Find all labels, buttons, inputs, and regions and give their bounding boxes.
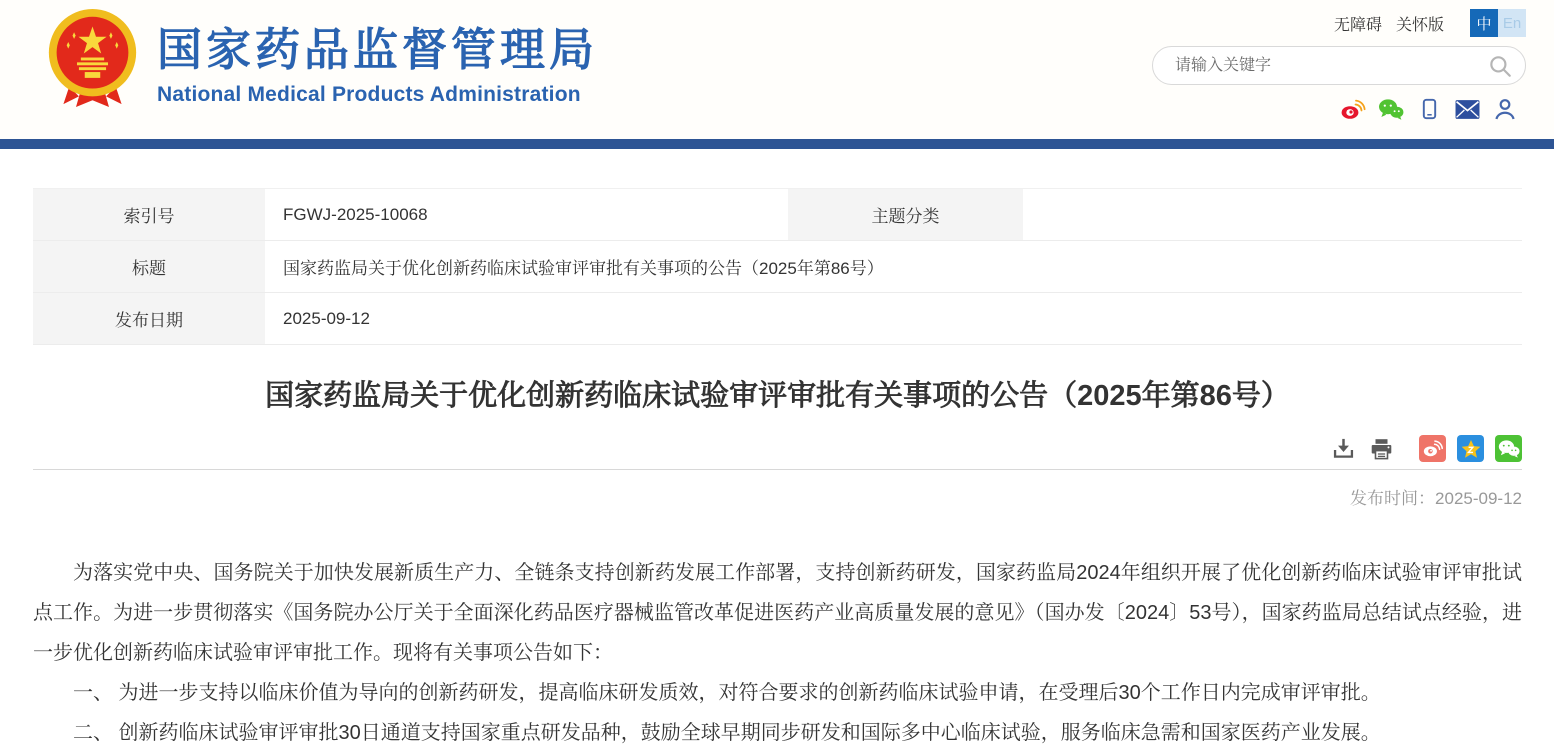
- share-qzone-icon[interactable]: [1457, 435, 1484, 462]
- site-search: [1152, 46, 1526, 85]
- article-paragraph: 二、 创新药临床试验审评审批30日通道支持国家重点研发品种，鼓励全球早期同步研发和国际多中心临床试验，服务临床急需和国家医药产业发展。: [73, 722, 1381, 745]
- main-content: [0, 188, 1554, 753]
- header-divider-bar: [0, 139, 1554, 149]
- site-header: [0, 0, 1554, 139]
- site-title-block: [157, 7, 598, 107]
- user-icon[interactable]: [1492, 96, 1518, 122]
- print-icon[interactable]: [1368, 435, 1395, 462]
- publish-time-value: 2025-09-12: [1435, 489, 1522, 509]
- mail-icon[interactable]: [1454, 96, 1480, 122]
- document-meta-table: [33, 188, 1522, 345]
- share-weibo-icon[interactable]: [1419, 435, 1446, 462]
- article-actions: [33, 435, 1522, 462]
- site-subtitle: National Medical Products Administration: [157, 82, 581, 106]
- article-paragraph: 一、 为进一步支持以临床价值为导向的创新药研发，提高临床研发质效，对符合要求的创新药临床试验申请，在受理后30个工作日内完成审评审批。: [73, 682, 1381, 705]
- category-value-cell: [1023, 189, 1522, 241]
- share-wechat-icon[interactable]: [1495, 435, 1522, 462]
- download-icon[interactable]: [1330, 435, 1357, 462]
- title-value-cell: 国家药监局关于优化创新药临床试验审评审批有关事项的公告（2025年第86号）: [265, 241, 1522, 293]
- table-row: [33, 293, 1522, 345]
- site-title: 国家药品监督管理局: [157, 24, 599, 75]
- index-label-cell: 索引号: [33, 189, 265, 241]
- accessibility-link[interactable]: 无障碍: [1333, 16, 1382, 34]
- title-divider: [33, 469, 1522, 470]
- lang-zh-button[interactable]: 中: [1470, 9, 1498, 37]
- date-value-cell: 2025-09-12: [265, 293, 1522, 345]
- article-body: [33, 553, 1522, 753]
- search-input[interactable]: [1173, 56, 1487, 76]
- care-version-link[interactable]: 关怀版: [1395, 16, 1444, 34]
- mobile-icon[interactable]: [1416, 96, 1442, 122]
- wechat-icon[interactable]: [1378, 96, 1404, 122]
- category-label-cell: 主题分类: [788, 189, 1023, 241]
- header-social-icons: [1340, 96, 1518, 122]
- site-logo[interactable]: [44, 7, 598, 109]
- top-utility-links: [1334, 9, 1526, 37]
- lang-en-button[interactable]: En: [1498, 9, 1526, 37]
- search-icon[interactable]: [1487, 53, 1513, 79]
- publish-time: [33, 484, 1522, 509]
- article-title: 国家药监局关于优化创新药临床试验审评审批有关事项的公告（2025年第86号）: [265, 380, 1290, 412]
- national-emblem-icon: [44, 7, 141, 109]
- table-row: [33, 241, 1522, 293]
- article-paragraph: 为落实党中央、国务院关于加快发展新质生产力、全链条支持创新药发展工作部署，支持创新药研发，国家药监局2024年组织开展了优化创新药临床试验审评审批试点工作。为进一步贯彻落实《国务院办公厅关于全面深化药品医疗器械监管改革促进医药产业高质量发展的意见》（国办发〔2024〕53号），国家药监局总结试点经验，进一步优化创新药临床试验审评审批工作。现将有关事项公告如下：: [33, 562, 1522, 665]
- table-row: [33, 189, 1522, 241]
- language-switcher: [1470, 9, 1526, 37]
- weibo-icon[interactable]: [1340, 96, 1366, 122]
- title-label-cell: 标题: [33, 241, 265, 293]
- date-label-cell: 发布日期: [33, 293, 265, 345]
- publish-time-label: 发布时间：: [1350, 489, 1436, 509]
- index-value-cell: FGWJ-2025-10068: [265, 189, 788, 241]
